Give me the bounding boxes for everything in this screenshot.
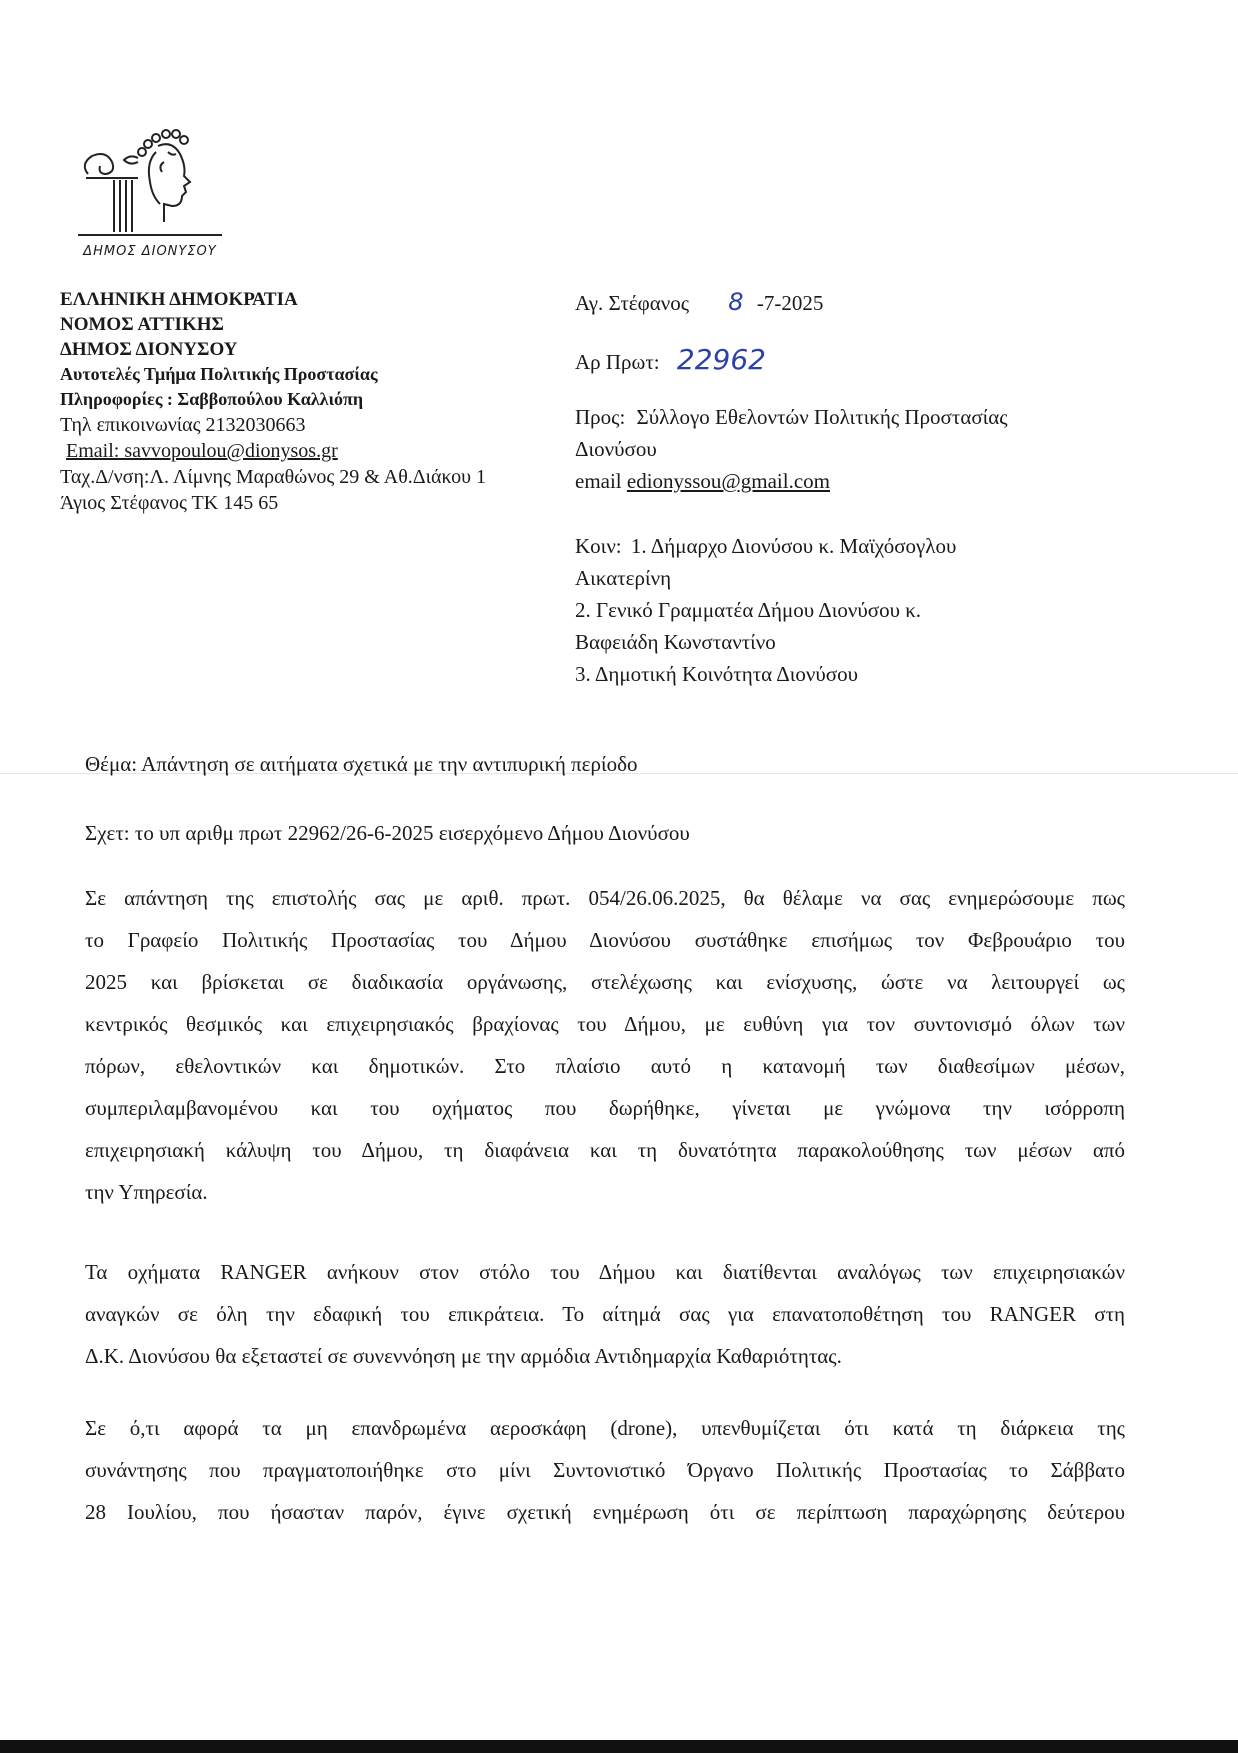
recipient-email-link[interactable]: edionyssou@gmail.com [626,469,830,493]
paragraph-3-line: Σε ό,τι αφορά τα μη επανδρωμένα αεροσκάφη (drone), υπενθυμίζεται ότι κατά τη διάρκεια της [85,1416,1125,1440]
email-label: email [575,469,622,493]
subject: Θέμα: Απάντηση σε αιτήματα σχετικά με την αντιπυρική περίοδο [85,752,638,776]
paragraph-2 [85,1251,1125,1377]
paragraph-1-line: Σε απάντηση της επιστολής σας με αριθ. πρωτ. 054/26.06.2025, θα θέλαμε να σας ενημερώσουμε πως [85,886,1125,910]
cc-item-1a: 1. Δήμαρχο Διονύσου κ. Μαϊχόσογλου [630,534,957,558]
sender-municipality: ΔΗΜΟΣ ΔΙΟΝΥΣΟΥ [60,339,238,360]
paragraph-1-line: την Υπηρεσία. [85,1180,208,1204]
paragraph-1-line: 2025 και βρίσκεται σε διαδικασία οργάνωσης, στελέχωσης και ενίσχυσης, ώστε να λειτουργεί ως [85,970,1125,994]
scan-bottom-border [0,1740,1238,1753]
sender-phone: Τηλ επικοινωνίας 2132030663 [60,414,306,436]
paragraph-1-line: κεντρικός θεσμικός και επιχειρησιακός βραχίονας του Δήμου, με ευθύνη για τον συντονισμό όλων των [85,1012,1125,1036]
date-rest: -7-2025 [756,291,824,315]
date-line [575,286,823,319]
reference: Σχετ: το υπ αριθμ πρωτ 22962/26-6-2025 εισερχόμενο Δήμου Διονύσου [85,821,690,845]
paragraph-1-line: συμπεριλαμβανομένου και του οχήματος που δωρήθηκε, γίνεται με γνώμονα την ισόρροπη [85,1096,1125,1120]
cc-item-2a: 2. Γενικό Γραμματέα Δήμου Διονύσου κ. [575,598,922,622]
sender-information: Πληροφορίες : Σαββοπούλου Καλλιόπη [60,389,364,409]
paragraph-2-line: αναγκών σε όλη την εδαφική του επικράτεια. Το αίτημά σας για επανατοποθέτηση του RANGER στη [85,1302,1125,1326]
paragraph-1-line: επιχειρησιακή κάλυψη του Δήμου, τη διαφάνεια και τη δυνατότητα παρακολούθησης των μέσων από [85,1138,1125,1162]
sender-address: Ταχ.Δ/νση:Λ. Λίμνης Μαραθώνος 29 & Αθ.Διάκου 1 [60,466,487,488]
paragraph-2-line: Τα οχήματα RANGER ανήκουν στον στόλο του Δήμου και διατίθενται αναλόγως των επιχειρησιακών [85,1260,1125,1284]
to-line2: Διονύσου [575,437,657,461]
logo-caption: ΔΗΜΟΣ ΔΙΟΝΥΣΟΥ [83,244,217,259]
sender-email-link[interactable]: Email: savvopoulou@dionysos.gr [66,440,338,462]
paragraph-3-line: συνάντησης που πραγματοποιήθηκε στο μίνι Συντονιστικό Όργανο Πολιτικής Προστασίας το Σάββατο [85,1458,1125,1482]
cc-item-2b: Βαφειάδη Κωνσταντίνο [575,630,776,654]
paragraph-2-line: Δ.Κ. Διονύσου θα εξεταστεί σε συνεννόηση με την αρμόδια Αντιδημαρχία Καθαριότητας. [85,1344,842,1368]
paragraph-1 [85,877,1125,1213]
sender-block [60,287,486,516]
protocol-line [575,344,766,378]
place-label: Αγ. Στέφανος [575,291,690,315]
handwritten-protocol-number: 22962 [676,343,766,376]
handwritten-day: 8 [728,288,744,316]
dionysus-head-icon [78,122,222,242]
recipient-block [575,401,1008,497]
to-line1: Σύλλογο Εθελοντών Πολιτικής Προστασίας [636,405,1008,429]
sender-city: Άγιος Στέφανος ΤΚ 145 65 [60,492,279,514]
paragraph-3-line: 28 Ιουλίου, που ήσασταν παρόν, έγινε σχετική ενημέρωση ότι σε περίπτωση παραχώρησης δεύτερου [85,1500,1125,1524]
cc-block [575,530,956,690]
paragraph-1-line: το Γραφείο Πολιτικής Προστασίας του Δήμου Διονύσου συστάθηκε επισήμως τον Φεβρουάριο του [85,928,1125,952]
cc-item-1b: Αικατερίνη [575,566,672,590]
cc-item-3: 3. Δημοτική Κοινότητα Διονύσου [575,662,859,686]
cc-label: Κοιν: [575,534,622,558]
sender-country: ΕΛΛΗΝΙΚΗ ΔΗΜΟΚΡΑΤΙΑ [60,289,298,310]
sender-department: Αυτοτελές Τμήμα Πολιτικής Προστασίας [60,364,378,384]
municipality-logo [78,122,222,266]
to-label: Προς: [575,405,626,429]
sender-prefecture: ΝΟΜΟΣ ΑΤΤΙΚΗΣ [60,314,224,335]
paragraph-1-line: πόρων, εθελοντικών και δημοτικών. Στο πλαίσιο αυτό η κατανομή των διαθεσίμων μέσων, [85,1054,1125,1078]
protocol-label: Αρ Πρωτ: [575,350,660,374]
paragraph-3 [85,1407,1125,1533]
